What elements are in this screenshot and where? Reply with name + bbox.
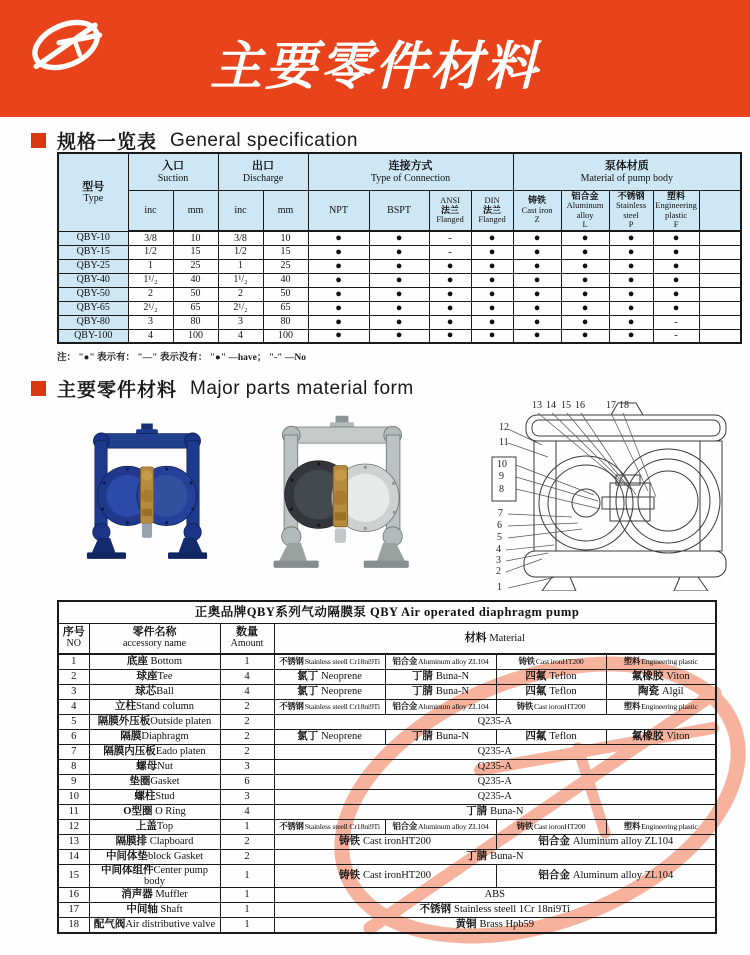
cell-no: 9: [58, 774, 89, 789]
cell: ●: [471, 231, 513, 245]
cell: 100: [263, 329, 308, 343]
cell-amount: 2: [220, 834, 274, 849]
cell: ●: [308, 245, 369, 259]
cell: ●: [429, 259, 471, 273]
cell-material: 氟橡胶 Viton: [606, 669, 716, 684]
cell-material: 陶瓷 Algil: [606, 684, 716, 699]
cell: ●: [561, 245, 609, 259]
cell-name: 隔膜Diaphragm: [89, 729, 220, 744]
pump-section-diagram: [482, 399, 744, 591]
diagram-callout: 11: [499, 437, 509, 448]
col-header-ansi: ANSI 法兰 Flanged: [429, 191, 471, 232]
cell: 15: [173, 245, 218, 259]
cell-no: 5: [58, 714, 89, 729]
cell: 100: [173, 329, 218, 343]
cell-amount: 2: [220, 729, 274, 744]
parts-material-table: [57, 600, 717, 934]
cell-name: O型圈 O Ring: [89, 804, 220, 819]
cell-type: QBY-25: [58, 259, 128, 273]
cell: ●: [653, 231, 699, 245]
cell: ●: [561, 231, 609, 245]
parts-row: [58, 684, 716, 699]
cell: ●: [513, 259, 561, 273]
cell-material: 丁腈 Buna-N: [385, 669, 496, 684]
cell-no: 7: [58, 744, 89, 759]
cell-material: 四氟 Teflon: [496, 669, 606, 684]
cell: ●: [429, 273, 471, 287]
cell: ●: [471, 287, 513, 301]
cell-name: 垫圈Gasket: [89, 774, 220, 789]
cell: ●: [308, 329, 369, 343]
diagram-callout: 10: [497, 459, 507, 470]
cell: 65: [263, 301, 308, 315]
col-header-connection: 连接方式 Type of Connection: [308, 153, 513, 191]
cell: 3/8: [128, 231, 173, 245]
cell-name: 配气阀Air distributive valve: [89, 918, 220, 933]
cell: [699, 287, 741, 301]
cell: ●: [308, 273, 369, 287]
cell: ●: [369, 301, 429, 315]
cell-amount: 1: [220, 654, 274, 669]
cell-name: 中间体组件Center pump body: [89, 864, 220, 888]
cell: ●: [513, 273, 561, 287]
cell-material: 铸铁 Cast ironHT200: [274, 834, 496, 849]
diagram-callout: 13: [532, 400, 542, 411]
cell: ●: [369, 231, 429, 245]
parts-row: [58, 789, 716, 804]
cell-material: Q235-A: [274, 744, 716, 759]
spec-row: [58, 259, 741, 273]
cell: [699, 315, 741, 329]
col-header-cast-iron: 铸铁 Cast iron Z: [513, 191, 561, 232]
cell: [699, 329, 741, 343]
parts-row: [58, 654, 716, 669]
cell-amount: 1: [220, 864, 274, 888]
cell: 3/8: [218, 231, 263, 245]
cell-material: 四氟 Teflon: [496, 684, 606, 699]
parts-row: [58, 714, 716, 729]
cell-type: QBY-80: [58, 315, 128, 329]
diagram-callout: 8: [499, 484, 504, 495]
cell-no: 18: [58, 918, 89, 933]
cell-material: 不锈钢Stainless steell Cr18ni9Ti: [274, 654, 385, 669]
cell-material: 铸铁 Cast ironHT200: [274, 864, 496, 888]
parts-table-header-row: [58, 624, 716, 655]
col-header-mm: mm: [263, 191, 308, 232]
cell-no: 17: [58, 903, 89, 918]
cell: 1/2: [128, 245, 173, 259]
cell-material: 塑料Engineering plastic: [606, 819, 716, 834]
cell-name: 中间轴 Shaft: [89, 903, 220, 918]
cell: ●: [653, 273, 699, 287]
parts-row: [58, 669, 716, 684]
cell: 2¹/₂: [128, 301, 173, 315]
parts-row: [58, 699, 716, 714]
cell-material: Q235-A: [274, 714, 716, 729]
col-header-empty: [699, 191, 741, 232]
pump-photo-stainless: [272, 400, 412, 591]
col-header-suction: 入口 Suction: [128, 153, 218, 191]
page-banner: [0, 0, 750, 117]
cell-amount: 4: [220, 669, 274, 684]
cell: ●: [653, 287, 699, 301]
cell-material: 氯丁 Neoprene: [274, 684, 385, 699]
cell: 2¹/₂: [218, 301, 263, 315]
diagram-callout: 7: [498, 508, 503, 519]
cell-name: 螺母Nut: [89, 759, 220, 774]
cell: ●: [429, 287, 471, 301]
parts-row: [58, 864, 716, 888]
cell: 10: [263, 231, 308, 245]
cell-amount: 2: [220, 714, 274, 729]
cell-no: 3: [58, 684, 89, 699]
cell: ●: [609, 301, 653, 315]
section-title-en: General specification: [170, 129, 358, 151]
cell-name: 底座 Bottom: [89, 654, 220, 669]
cell-material: Q235-A: [274, 789, 716, 804]
cell-amount: 4: [220, 684, 274, 699]
cell: 2: [128, 287, 173, 301]
cell-amount: 1: [220, 903, 274, 918]
cell-name: 隔膜排 Clapboard: [89, 834, 220, 849]
cell: ●: [369, 245, 429, 259]
cell-material: 铝合金Aluminum alloy ZL104: [385, 654, 496, 669]
cell-amount: 1: [220, 888, 274, 903]
cell: ●: [308, 287, 369, 301]
cell: ●: [513, 315, 561, 329]
cell: ●: [369, 259, 429, 273]
cell: ●: [561, 259, 609, 273]
cell: ●: [369, 329, 429, 343]
cell: ●: [513, 245, 561, 259]
cell: [699, 245, 741, 259]
cell: 1: [128, 259, 173, 273]
pump-photo-blue: [84, 404, 210, 587]
cell: 4: [218, 329, 263, 343]
cell: 3: [218, 315, 263, 329]
spec-header-row-1: [58, 153, 741, 191]
cell: 25: [173, 259, 218, 273]
red-square-bullet-icon: [31, 133, 46, 148]
cell: 1: [218, 259, 263, 273]
cell-amount: 2: [220, 849, 274, 864]
cell: 80: [173, 315, 218, 329]
cell: 80: [263, 315, 308, 329]
cell: 1/2: [218, 245, 263, 259]
cell-name: 上盖Top: [89, 819, 220, 834]
cell: ●: [609, 245, 653, 259]
col-header-stainless: 不锈钢 Stainless steel P: [609, 191, 653, 232]
cell-material: 丁腈 Buna-N: [385, 729, 496, 744]
cell: 40: [173, 273, 218, 287]
cell: ●: [561, 329, 609, 343]
col-header-inc: inc: [218, 191, 263, 232]
col-header-type: 型号 Type: [58, 153, 128, 231]
cell-type: QBY-15: [58, 245, 128, 259]
cell-material: 塑料Engineering plastic: [606, 699, 716, 714]
cell: ●: [471, 273, 513, 287]
cell-name: 球芯Ball: [89, 684, 220, 699]
diagram-callout: 6: [497, 520, 502, 531]
diagram-callout: 9: [499, 471, 504, 482]
parts-row: [58, 759, 716, 774]
cell-name: 立柱Stand column: [89, 699, 220, 714]
cell: [699, 273, 741, 287]
cell: [699, 301, 741, 315]
cell: ●: [609, 315, 653, 329]
cell: ●: [513, 329, 561, 343]
cell: [699, 259, 741, 273]
cell: ●: [513, 301, 561, 315]
diagram-callout: 17: [606, 400, 616, 411]
diagram-drawing: [482, 399, 744, 591]
cell-material: 氯丁 Neoprene: [274, 669, 385, 684]
cell: 50: [173, 287, 218, 301]
cell: ●: [308, 259, 369, 273]
red-square-bullet-icon: [31, 381, 46, 396]
cell: -: [429, 231, 471, 245]
cell: ●: [609, 259, 653, 273]
cell: ●: [513, 231, 561, 245]
spec-row: [58, 301, 741, 315]
spec-header-row-2: [58, 191, 741, 232]
cell-amount: 3: [220, 789, 274, 804]
cell-amount: 3: [220, 759, 274, 774]
cell-material: 氯丁 Neoprene: [274, 729, 385, 744]
cell-amount: 4: [220, 804, 274, 819]
spec-row: [58, 329, 741, 343]
section-parts-header: [31, 375, 414, 402]
cell-name: 消声器 Muffler: [89, 888, 220, 903]
spec-table-note: 注： "●" 表示有： "—" 表示没有： "●" —have； "-" —No: [57, 353, 306, 363]
cell-material: Q235-A: [274, 759, 716, 774]
cell-material: 铸铁Cast ioronHT200: [496, 699, 606, 714]
col-header-amount: 数量 Amount: [220, 624, 274, 655]
cell-no: 4: [58, 699, 89, 714]
cell-amount: 1: [220, 819, 274, 834]
cell: 3: [128, 315, 173, 329]
cell: ●: [369, 315, 429, 329]
cell: ●: [513, 287, 561, 301]
cell-no: 14: [58, 849, 89, 864]
cell-material: 铝合金Aluminum alloy ZL104: [385, 819, 496, 834]
col-header-plastic: 塑料 Engineering plastic F: [653, 191, 699, 232]
cell-no: 16: [58, 888, 89, 903]
section-title-en: Major parts material form: [190, 377, 414, 399]
cell: ●: [653, 245, 699, 259]
cell-name: 隔膜外压板Outside platen: [89, 714, 220, 729]
cell-no: 8: [58, 759, 89, 774]
col-header-discharge: 出口 Discharge: [218, 153, 308, 191]
cell: -: [429, 245, 471, 259]
parts-row: [58, 834, 716, 849]
cell-material: Q235-A: [274, 774, 716, 789]
col-header-bspt: BSPT: [369, 191, 429, 232]
col-header-pump-body-material: 泵体材质 Material of pump body: [513, 153, 741, 191]
cell-no: 2: [58, 669, 89, 684]
cell-amount: 2: [220, 744, 274, 759]
cell-material: 铝合金 Aluminum alloy ZL104: [496, 834, 716, 849]
cell-material: 四氟 Teflon: [496, 729, 606, 744]
col-header-aluminum: 铝合金 Aluminum alloy L: [561, 191, 609, 232]
cell-name: 螺柱Stud: [89, 789, 220, 804]
cell: ●: [609, 273, 653, 287]
cell-no: 15: [58, 864, 89, 888]
cell: 1¹/₂: [128, 273, 173, 287]
col-header-name: 零件名称 accessory name: [89, 624, 220, 655]
parts-row: [58, 774, 716, 789]
parts-row: [58, 849, 716, 864]
spec-row: [58, 315, 741, 329]
cell-amount: 1: [220, 918, 274, 933]
parts-row: [58, 804, 716, 819]
cell-no: 13: [58, 834, 89, 849]
cell-type: QBY-10: [58, 231, 128, 245]
cell-material: 铝合金Aluminum alloy ZL104: [385, 699, 496, 714]
cell-material: 氟橡胶 Viton: [606, 729, 716, 744]
parts-row: [58, 903, 716, 918]
cell: ●: [471, 315, 513, 329]
cell-material: ABS: [274, 888, 716, 903]
col-header-no: 序号 NO: [58, 624, 89, 655]
cell-material: 铝合金 Aluminum alloy ZL104: [496, 864, 716, 888]
parts-table-title: 正奥品牌QBY系列气动隔膜泵 QBY Air operated diaphragm pump: [58, 601, 716, 624]
cell: ●: [653, 301, 699, 315]
cell-material: 丁腈 Buna-N: [274, 804, 716, 819]
cell: 2: [218, 287, 263, 301]
diagram-callout: 1: [497, 582, 502, 593]
diagram-callout: 4: [496, 544, 501, 555]
cell-type: QBY-100: [58, 329, 128, 343]
parts-row: [58, 729, 716, 744]
parts-row: [58, 918, 716, 933]
spec-row: [58, 273, 741, 287]
cell-material: 不锈钢Stainless steell Cr18ni9Ti: [274, 819, 385, 834]
parts-row: [58, 744, 716, 759]
cell-amount: 2: [220, 699, 274, 714]
cell: ●: [653, 259, 699, 273]
cell: ●: [561, 301, 609, 315]
col-header-mm: mm: [173, 191, 218, 232]
section-title-zh: 主要零件材料: [57, 380, 178, 401]
cell: ●: [561, 315, 609, 329]
cell: -: [653, 315, 699, 329]
cell: ●: [308, 231, 369, 245]
diagram-callout: 2: [496, 566, 501, 577]
cell: ●: [471, 329, 513, 343]
cell: ●: [471, 259, 513, 273]
cell-no: 6: [58, 729, 89, 744]
cell-no: 10: [58, 789, 89, 804]
cell-material: 铸铁Cast ioronHT200: [496, 819, 606, 834]
cell-name: 隔膜内压板Eado platen: [89, 744, 220, 759]
parts-row: [58, 819, 716, 834]
cell-material: 塑料Engineering plastic: [606, 654, 716, 669]
col-header-din: DIN 法兰 Flanged: [471, 191, 513, 232]
cell-type: QBY-40: [58, 273, 128, 287]
section-title-zh: 规格一览表: [57, 132, 158, 153]
diagram-callout: 15: [561, 400, 571, 411]
cell-type: QBY-50: [58, 287, 128, 301]
spec-row: [58, 245, 741, 259]
cell: -: [653, 329, 699, 343]
diagram-callout: 14: [546, 400, 556, 411]
parts-row: [58, 888, 716, 903]
spec-row: [58, 287, 741, 301]
cell: 25: [263, 259, 308, 273]
cell: ●: [609, 329, 653, 343]
diagram-callout: 12: [499, 422, 509, 433]
cell: ●: [429, 329, 471, 343]
diagram-callout: 16: [575, 400, 585, 411]
cell: [699, 231, 741, 245]
spec-row: [58, 231, 741, 245]
general-specification-table: [57, 152, 742, 344]
cell-material: 不锈钢Stainless steell Cr18ni9Ti: [274, 699, 385, 714]
cell: 10: [173, 231, 218, 245]
cell: 50: [263, 287, 308, 301]
cell-material: 丁腈 Buna-N: [385, 684, 496, 699]
parts-table-title-row: [58, 601, 716, 624]
cell: ●: [429, 301, 471, 315]
diagram-callout: 18: [619, 400, 629, 411]
cell: ●: [308, 315, 369, 329]
cell-no: 11: [58, 804, 89, 819]
page-title: 主要零件材料: [209, 38, 540, 96]
cell-type: QBY-65: [58, 301, 128, 315]
diagram-callout: 3: [496, 555, 501, 566]
cell: ●: [429, 315, 471, 329]
cell-no: 1: [58, 654, 89, 669]
cell-name: 中间体垫block Gasket: [89, 849, 220, 864]
col-header-npt: NPT: [308, 191, 369, 232]
cell: 40: [263, 273, 308, 287]
cell-name: 球座Tee: [89, 669, 220, 684]
cell: ●: [609, 287, 653, 301]
cell-material: 丁腈 Buna-N: [274, 849, 716, 864]
cell: 15: [263, 245, 308, 259]
col-header-inc: inc: [128, 191, 173, 232]
diagram-callout: 5: [497, 532, 502, 543]
col-header-material: 材料 Material: [274, 624, 716, 655]
cell-material: 铸铁Cast ironHT200: [496, 654, 606, 669]
cell: ●: [369, 287, 429, 301]
cell: ●: [561, 287, 609, 301]
cell-material: 不锈钢 Stainless steell 1Cr 18ni9Ti: [274, 903, 716, 918]
section-spec-header: [31, 127, 358, 154]
cell: ●: [561, 273, 609, 287]
cell: ●: [308, 301, 369, 315]
cell: 65: [173, 301, 218, 315]
cell: ●: [369, 273, 429, 287]
cell-no: 12: [58, 819, 89, 834]
cell: 1¹/₂: [218, 273, 263, 287]
cell: ●: [471, 245, 513, 259]
cell: 4: [128, 329, 173, 343]
cell: ●: [471, 301, 513, 315]
cell-material: 黄铜 Brass Hpb59: [274, 918, 716, 933]
cell-amount: 6: [220, 774, 274, 789]
cell: ●: [609, 231, 653, 245]
